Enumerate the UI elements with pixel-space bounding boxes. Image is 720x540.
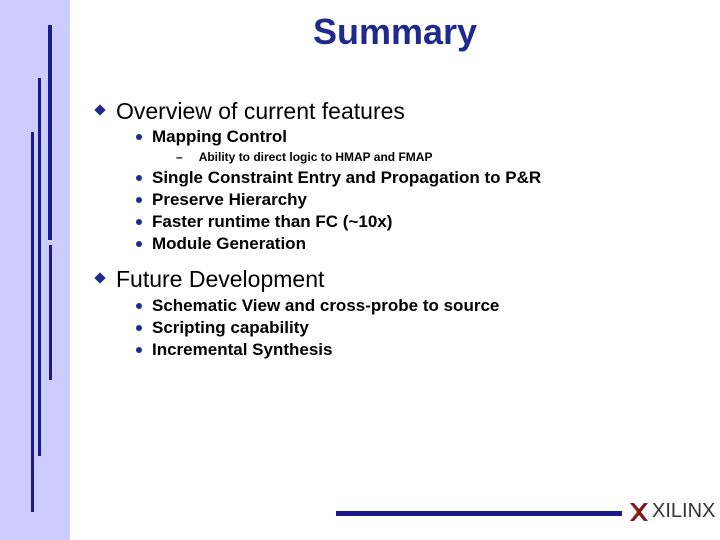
- list-item-text: Scripting capability: [152, 318, 309, 337]
- list-item: [136, 212, 392, 232]
- list-item-text: Module Generation: [152, 234, 306, 253]
- dot-bullet-icon: [136, 241, 142, 247]
- section-heading: [96, 98, 405, 125]
- xilinx-x-icon: [628, 501, 650, 523]
- footer-bar: [336, 511, 622, 516]
- sub-list-item-text: Ability to direct logic to HMAP and FMAP: [198, 150, 433, 164]
- list-item-text: Schematic View and cross-probe to source: [152, 296, 500, 315]
- dot-bullet-icon: [136, 347, 142, 353]
- xilinx-logo: [628, 500, 715, 523]
- list-item: [136, 127, 287, 147]
- list-item: [136, 318, 309, 338]
- dash-bullet-icon: –: [176, 150, 183, 164]
- section-heading: [96, 266, 324, 293]
- list-item-text: Faster runtime than FC (~10x): [152, 212, 393, 231]
- decorative-line: [38, 78, 41, 456]
- list-item-text: Mapping Control: [152, 127, 288, 146]
- decorative-line: [49, 245, 52, 380]
- list-item: [136, 190, 307, 210]
- list-item-text: Preserve Hierarchy: [152, 190, 308, 209]
- list-item: [136, 234, 306, 254]
- logo-text: XILINX: [652, 500, 716, 522]
- section-heading-text: Overview of current features: [116, 98, 405, 124]
- decorative-line: [48, 25, 52, 240]
- sub-list-item: [176, 150, 432, 164]
- decorative-line: [31, 132, 34, 512]
- list-item-text: Single Constraint Entry and Propagation to P&R: [152, 168, 542, 187]
- sidebar: [0, 0, 70, 540]
- dot-bullet-icon: [136, 325, 142, 331]
- section-heading-text: Future Development: [116, 266, 325, 292]
- diamond-bullet-icon: [94, 104, 105, 115]
- dot-bullet-icon: [136, 175, 142, 181]
- dot-bullet-icon: [136, 134, 142, 140]
- dot-bullet-icon: [136, 303, 142, 309]
- list-item: [136, 168, 541, 188]
- diamond-bullet-icon: [94, 272, 105, 283]
- list-item: [136, 296, 499, 316]
- dot-bullet-icon: [136, 197, 142, 203]
- list-item: [136, 340, 332, 360]
- list-item-text: Incremental Synthesis: [152, 340, 333, 359]
- slide-title: Summary: [312, 11, 478, 52]
- dot-bullet-icon: [136, 219, 142, 225]
